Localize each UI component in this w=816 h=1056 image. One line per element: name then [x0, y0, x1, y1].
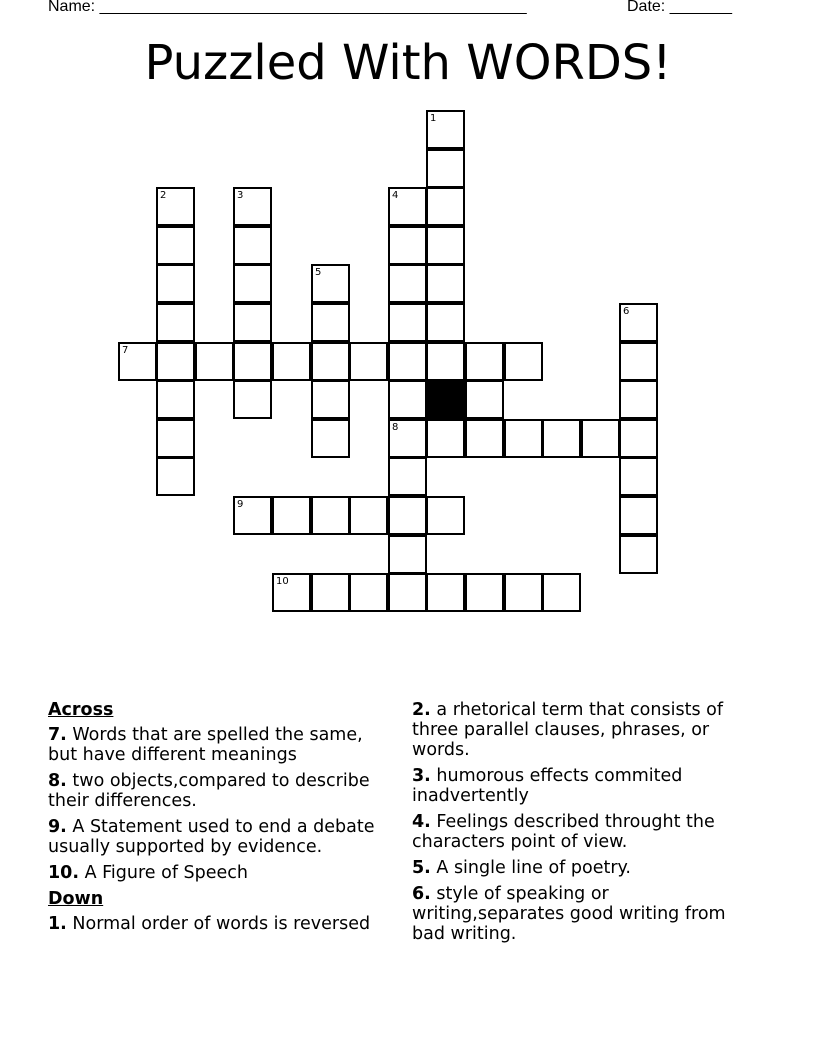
clue-text: A single line of poetry.	[436, 858, 631, 878]
grid-cell[interactable]	[311, 419, 350, 458]
clue-down-1	[48, 914, 393, 934]
clue-across-8	[48, 771, 393, 811]
grid-cell[interactable]	[388, 380, 427, 419]
grid-cell[interactable]	[388, 496, 427, 535]
clue-number: 10.	[48, 863, 80, 883]
grid-cell[interactable]	[465, 573, 504, 612]
clue-text: style of speaking or writing,separates good writing from bad writing.	[412, 884, 726, 944]
grid-cell[interactable]	[465, 342, 504, 381]
grid-cell[interactable]	[272, 496, 311, 535]
cell-number: 10	[276, 576, 289, 587]
grid-cell[interactable]	[426, 419, 465, 458]
clue-down-3	[412, 766, 757, 806]
grid-cell[interactable]	[619, 419, 658, 458]
clue-text: A Statement used to end a debate usually supported by evidence.	[48, 817, 375, 857]
clue-number: 5.	[412, 858, 431, 878]
grid-cell[interactable]	[156, 187, 195, 226]
grid-cell[interactable]	[156, 264, 195, 303]
clue-text: Feelings described throught the characters point of view.	[412, 812, 715, 852]
clues-right-column	[412, 700, 757, 950]
clues-left-column	[48, 700, 393, 940]
clue-across-10	[48, 863, 393, 883]
grid-cell[interactable]	[272, 342, 311, 381]
grid-cell[interactable]	[156, 342, 195, 381]
cell-number: 9	[237, 499, 244, 510]
grid-cell[interactable]	[156, 303, 195, 342]
grid-cell[interactable]	[388, 187, 427, 226]
grid-cell[interactable]	[388, 457, 427, 496]
clue-number: 6.	[412, 884, 431, 904]
grid-cell[interactable]	[426, 264, 465, 303]
grid-cell[interactable]	[311, 496, 350, 535]
grid-cell[interactable]	[619, 303, 658, 342]
grid-cell[interactable]	[542, 573, 581, 612]
grid-cell[interactable]	[349, 573, 388, 612]
clue-text: A Figure of Speech	[84, 863, 249, 883]
grid-cell[interactable]	[426, 342, 465, 381]
grid-cell[interactable]	[311, 264, 350, 303]
grid-cell[interactable]	[619, 380, 658, 419]
grid-cell[interactable]	[118, 342, 157, 381]
grid-cell[interactable]	[388, 419, 427, 458]
clue-text: Normal order of words is reversed	[72, 914, 371, 934]
grid-cell[interactable]	[156, 457, 195, 496]
clue-number: 3.	[412, 766, 431, 786]
date-field-label: Date: _______	[627, 0, 732, 15]
grid-cell[interactable]	[619, 342, 658, 381]
grid-cell[interactable]	[426, 573, 465, 612]
grid-cell[interactable]	[504, 573, 543, 612]
grid-cell[interactable]	[233, 264, 272, 303]
grid-cell[interactable]	[619, 535, 658, 574]
grid-cell[interactable]	[465, 380, 504, 419]
clue-down-2	[412, 700, 757, 760]
grid-cell[interactable]	[426, 496, 465, 535]
grid-cell[interactable]	[388, 535, 427, 574]
grid-cell[interactable]	[504, 342, 543, 381]
grid-cell[interactable]	[156, 380, 195, 419]
grid-cell[interactable]	[426, 187, 465, 226]
clue-number: 2.	[412, 700, 431, 720]
grid-cell[interactable]	[311, 380, 350, 419]
grid-cell[interactable]	[465, 419, 504, 458]
grid-cell[interactable]	[195, 342, 234, 381]
grid-cell[interactable]	[156, 226, 195, 265]
grid-cell[interactable]	[619, 457, 658, 496]
cell-number: 5	[315, 267, 322, 278]
grid-cell[interactable]	[619, 496, 658, 535]
clue-across-9	[48, 817, 393, 857]
clue-text: humorous effects commited inadvertently	[412, 766, 683, 806]
cell-number: 2	[160, 190, 167, 201]
across-heading: Across	[48, 700, 114, 720]
clue-number: 1.	[48, 914, 67, 934]
cell-number: 6	[623, 306, 630, 317]
grid-cell[interactable]	[156, 419, 195, 458]
clue-number: 8.	[48, 771, 67, 791]
grid-cell[interactable]	[426, 226, 465, 265]
grid-cell[interactable]	[388, 226, 427, 265]
grid-cell[interactable]	[388, 342, 427, 381]
grid-cell[interactable]	[233, 187, 272, 226]
clue-text: two objects,compared to describe their differences.	[48, 771, 370, 811]
clue-text: Words that are spelled the same, but have different meanings	[48, 725, 363, 765]
clue-text: a rhetorical term that consists of three parallel clauses, phrases, or words.	[412, 700, 723, 760]
cell-number: 1	[430, 113, 437, 124]
grid-cell[interactable]	[388, 573, 427, 612]
grid-cell[interactable]	[426, 149, 465, 188]
grid-cell[interactable]	[311, 573, 350, 612]
grid-cell[interactable]	[233, 380, 272, 419]
clue-down-5	[412, 858, 757, 878]
cell-number: 8	[392, 422, 399, 433]
grid-cell[interactable]	[233, 342, 272, 381]
clue-number: 4.	[412, 812, 431, 832]
grid-cell[interactable]	[581, 419, 620, 458]
clue-number: 9.	[48, 817, 67, 837]
down-heading: Down	[48, 889, 104, 909]
grid-cell[interactable]	[233, 226, 272, 265]
grid-cell[interactable]	[426, 303, 465, 342]
cell-number: 7	[122, 345, 129, 356]
grid-cell[interactable]	[233, 496, 272, 535]
grid-cell[interactable]	[349, 342, 388, 381]
clue-down-4	[412, 812, 757, 852]
grid-cell[interactable]	[542, 419, 581, 458]
name-field-label: Name: ________________________________________________	[48, 0, 527, 15]
grid-cell[interactable]	[388, 264, 427, 303]
grid-cell[interactable]	[426, 110, 465, 149]
cell-number: 3	[237, 190, 244, 201]
clue-across-7	[48, 725, 393, 765]
grid-cell[interactable]	[504, 419, 543, 458]
clue-down-6	[412, 884, 757, 944]
grid-cell[interactable]	[388, 303, 427, 342]
blocked-cell	[426, 380, 465, 419]
grid-cell[interactable]	[272, 573, 311, 612]
grid-cell[interactable]	[311, 303, 350, 342]
grid-cell[interactable]	[311, 342, 350, 381]
cell-number: 4	[392, 190, 399, 201]
grid-cell[interactable]	[233, 303, 272, 342]
clue-number: 7.	[48, 725, 67, 745]
grid-cell[interactable]	[349, 496, 388, 535]
page-title: Puzzled With WORDS!	[144, 35, 672, 91]
